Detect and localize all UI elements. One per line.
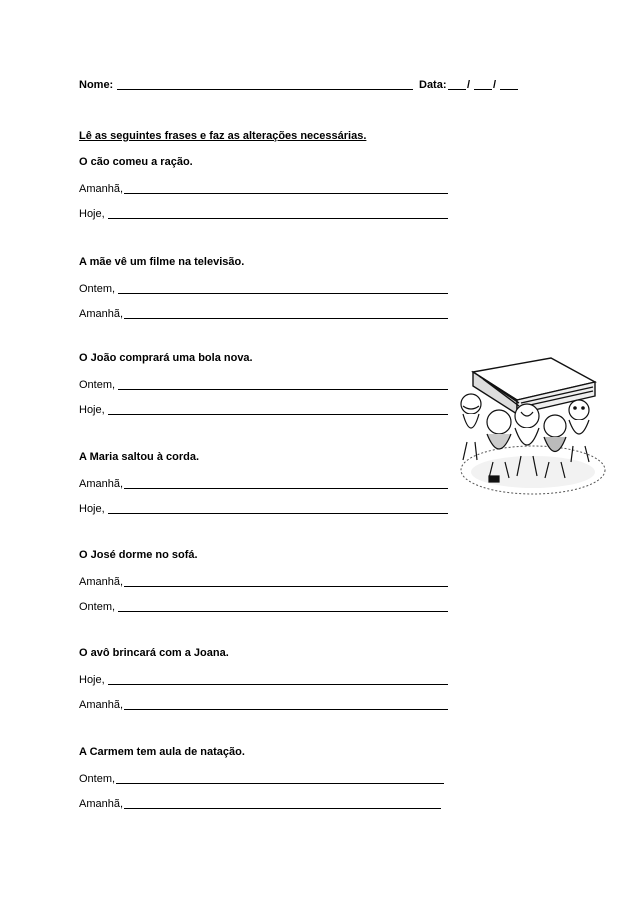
exercise-sentence: O cão comeu a ração. [79, 156, 193, 168]
answer-line[interactable] [124, 318, 448, 319]
date-separator: / [493, 79, 497, 91]
answer-line[interactable] [118, 389, 448, 390]
answer-line[interactable] [108, 414, 448, 415]
answer-line[interactable] [124, 586, 448, 587]
answer-line[interactable] [124, 193, 448, 194]
exercise-prompt: Hoje, [79, 503, 105, 515]
instruction-text: Lê as seguintes frases e faz as alterações necessárias. [79, 130, 367, 142]
exercise-prompt: Hoje, [79, 208, 105, 220]
exercise-prompt: Amanhã, [79, 183, 124, 195]
exercise-sentence: O João comprará uma bola nova. [79, 352, 253, 364]
answer-line[interactable] [108, 513, 448, 514]
date-label: Data: [419, 79, 447, 91]
exercise-prompt: Hoje, [79, 674, 105, 686]
answer-line[interactable] [124, 709, 448, 710]
exercise-prompt: Amanhã, [79, 576, 124, 588]
exercise-prompt: Amanhã, [79, 798, 124, 810]
name-label: Nome: [79, 79, 114, 91]
exercise-prompt: Amanhã, [79, 699, 124, 711]
exercise-prompt: Ontem, [79, 283, 116, 295]
answer-line[interactable] [108, 684, 448, 685]
exercise-sentence: O avô brincará com a Joana. [79, 647, 229, 659]
date-separator: / [467, 79, 471, 91]
kids-carrying-book-illustration [455, 352, 607, 500]
date-year-field[interactable] [500, 89, 518, 90]
exercise-prompt: Ontem, [79, 601, 116, 613]
exercise-prompt: Hoje, [79, 404, 105, 416]
exercise-sentence: A mãe vê um filme na televisão. [79, 256, 245, 268]
exercise-prompt: Amanhã, [79, 308, 124, 320]
exercise-sentence: O José dorme no sofá. [79, 549, 198, 561]
answer-line[interactable] [118, 611, 448, 612]
exercise-prompt: Amanhã, [79, 478, 124, 490]
answer-line[interactable] [124, 488, 448, 489]
answer-line[interactable] [116, 783, 444, 784]
answer-line[interactable] [108, 218, 448, 219]
answer-line[interactable] [118, 293, 448, 294]
exercise-sentence: A Maria saltou à corda. [79, 451, 200, 463]
date-day-field[interactable] [448, 89, 466, 90]
exercise-prompt: Ontem, [79, 379, 116, 391]
name-field[interactable] [117, 89, 413, 90]
date-month-field[interactable] [474, 89, 492, 90]
exercise-sentence: A Carmem tem aula de natação. [79, 746, 245, 758]
answer-line[interactable] [124, 808, 441, 809]
exercise-prompt: Ontem, [79, 773, 116, 785]
